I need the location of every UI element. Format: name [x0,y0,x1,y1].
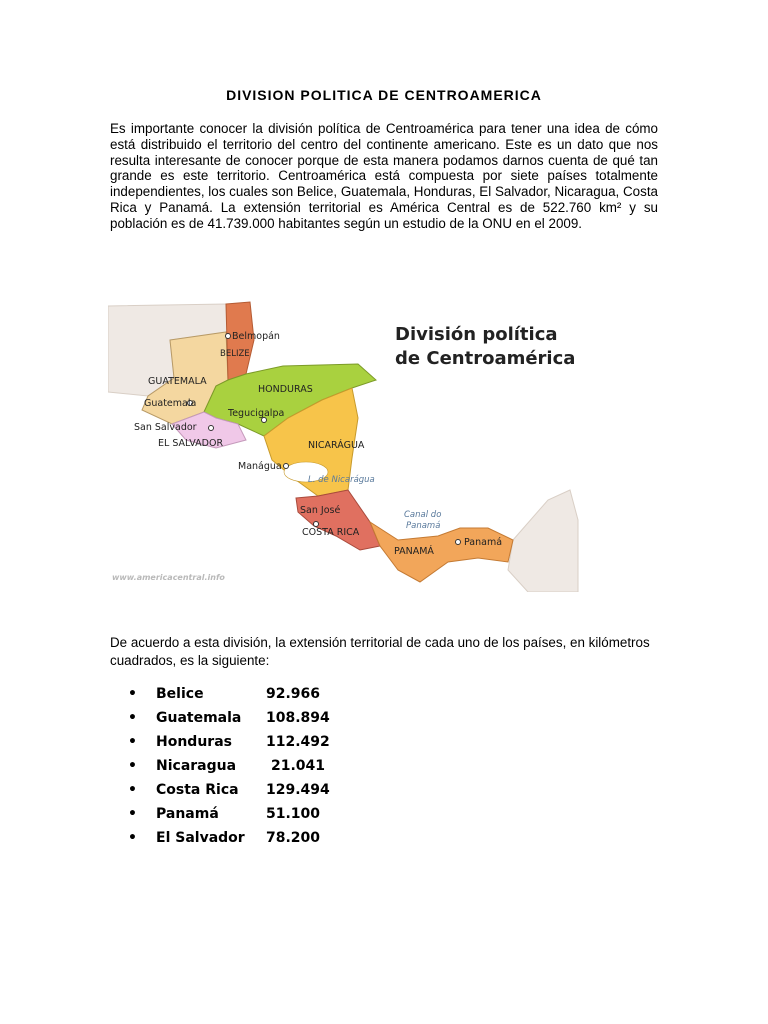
country-name: El Salvador [156,830,245,846]
country-area: 108.894 [266,710,330,726]
label-lake: L. de Nicarágua [308,475,375,485]
label-san-salvador: San Salvador [134,422,197,433]
costa-rica-shape [296,490,380,550]
label-el-salvador: EL SALVADOR [158,438,224,449]
list-item [128,682,351,706]
country-name: Nicaragua [156,758,237,774]
label-guatemala-country: GUATEMALA [148,376,207,387]
country-area: 51.100 [266,806,321,822]
list-item [128,730,351,754]
country-name: Costa Rica [156,782,239,798]
country-name: Honduras [156,734,232,750]
page-title: DIVISION POLITICA DE CENTROAMERICA [226,87,542,103]
country-name: Panamá [156,806,219,822]
country-name: Guatemala [156,710,242,726]
list-item [128,754,351,778]
label-panama-country: PANAMÁ [394,546,434,557]
country-area: 21.041 [271,758,326,774]
marker-managua [284,464,289,469]
bullet-icon: • [128,830,137,846]
list-item [128,802,351,826]
bullet-icon: • [128,782,137,798]
country-area: 112.492 [266,734,330,750]
bullet-icon: • [128,710,137,726]
map-watermark: www.americacentral.info [112,573,225,582]
colombia-region [508,490,578,592]
label-nicaragua: NICARÁGUA [308,440,365,451]
panama-shape [370,522,513,582]
lead-paragraph: De acuerdo a esta división, la extensión territorial de cada uno de los países, en kilómetros cuadrados, es la siguiente: [110,635,650,668]
marker-belmopan [226,334,231,339]
label-managua: Manágua [238,461,282,472]
label-canal-line2: Panamá [406,521,441,531]
bullet-icon: • [128,758,137,774]
marker-san-jose [314,522,319,527]
map-heading-line2: de Centroamérica [395,348,576,369]
map-heading-line1: División política [395,324,558,345]
label-belmopan: Belmopán [232,331,280,342]
label-tegucigalpa: Tegucigalpa [228,408,285,419]
label-panama-city: Panamá [464,537,503,548]
country-area-list [128,682,351,850]
label-belize: BELIZE [220,349,250,359]
marker-san-salvador [209,426,214,431]
bullet-icon: • [128,806,137,822]
list-item [128,778,351,802]
label-honduras: HONDURAS [258,384,313,395]
country-name: Belice [156,686,204,702]
label-canal-line1: Canal do [404,510,442,520]
label-guatemala-city: Guatemala [144,398,197,409]
intro-paragraph: Es importante conocer la división política de Centroamérica para tener una idea de cómo está distribuido el territorio del centro del continente americano. Este es un dato que nos resulta interesante de conocer porque de esta manera podamos darnos cuenta de qué tan grande es este territorio. Centroamérica está compuesta por siete países totalmente independientes, los cuales son Belice, Guatemala, Honduras, El Salvador, Nicaragua, Costa Rica y Panamá. La extensión territorial es América Central es de 522.760 km² y su población es de 41.739.000 habitantes según un estudio de la ONU en el 2009. [110,121,658,231]
bullet-icon: • [128,686,137,702]
country-area: 78.200 [266,830,321,846]
country-area: 129.494 [266,782,330,798]
marker-panama-city [456,540,461,545]
bullet-icon: • [128,734,137,750]
list-item [128,706,351,730]
label-costa-rica: COSTA RICA [302,527,360,538]
central-america-map [108,300,580,592]
label-san-jose: San José [300,505,341,516]
list-item [128,826,351,850]
country-area: 92.966 [266,686,321,702]
